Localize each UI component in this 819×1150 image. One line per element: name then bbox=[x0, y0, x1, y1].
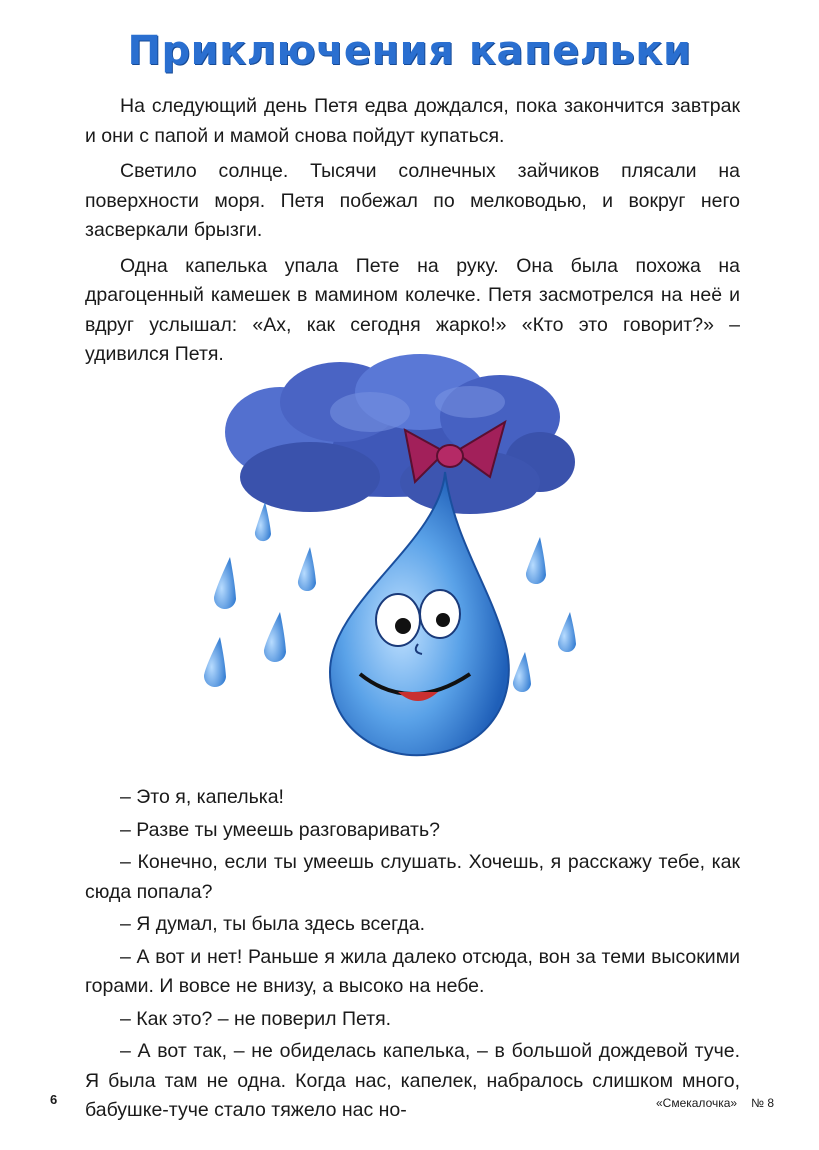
paragraph: – А вот и нет! Раньше я жила далеко отсюда, вон за теми высокими горами. И вовсе не внизу, а высоко на небе. bbox=[85, 945, 740, 997]
paragraph: – А вот так, – не обиделась капелька, – в большой дождевой туче. Я была там не одна. Когда нас, капелек, набралось слишком много, бабушке-туче стало тяжело нас но- bbox=[85, 1040, 740, 1121]
paragraph: – Я думал, ты была здесь всегда. bbox=[120, 913, 426, 935]
paragraph: – Конечно, если ты умеешь слушать. Хочешь, я расскажу тебе, как сюда попала? bbox=[85, 851, 740, 903]
issue-number: № 8 bbox=[751, 1096, 774, 1110]
paragraph: Светило солнце. Тысячи солнечных зайчиков плясали на поверхности моря. Петя побежал по мелководью, и вокруг него засверкали брызги. bbox=[85, 160, 740, 241]
magazine-footer bbox=[642, 1096, 774, 1110]
magazine-name: «Смекалочка» bbox=[655, 1096, 738, 1110]
intro-text bbox=[85, 92, 740, 376]
droplet-cloud-illustration bbox=[170, 352, 590, 772]
cloud-icon bbox=[225, 354, 575, 514]
paragraph: – Как это? – не поверил Петя. bbox=[120, 1007, 392, 1030]
page-number: 6 bbox=[50, 1092, 58, 1107]
paragraph: Одна капелька упала Пете на руку. Она была похожа на драгоценный камешек в мамином колечке. Петя засмотрелся на неё и вдруг услышал: «Ах, как сегодня жарко!» «Кто это говорит?» – удивился Петя. bbox=[85, 254, 740, 365]
page-title: Приключения капельки bbox=[127, 28, 692, 74]
droplet-character-icon bbox=[330, 472, 509, 755]
paragraph: На следующий день Петя едва дождался, пока закончится завтрак и они с папой и мамой снова пойдут купаться. bbox=[85, 95, 740, 147]
paragraph: – Это я, капелька! bbox=[120, 786, 284, 808]
dialogue-text bbox=[85, 783, 740, 1129]
paragraph: – Разве ты умеешь разговаривать? bbox=[120, 818, 440, 841]
